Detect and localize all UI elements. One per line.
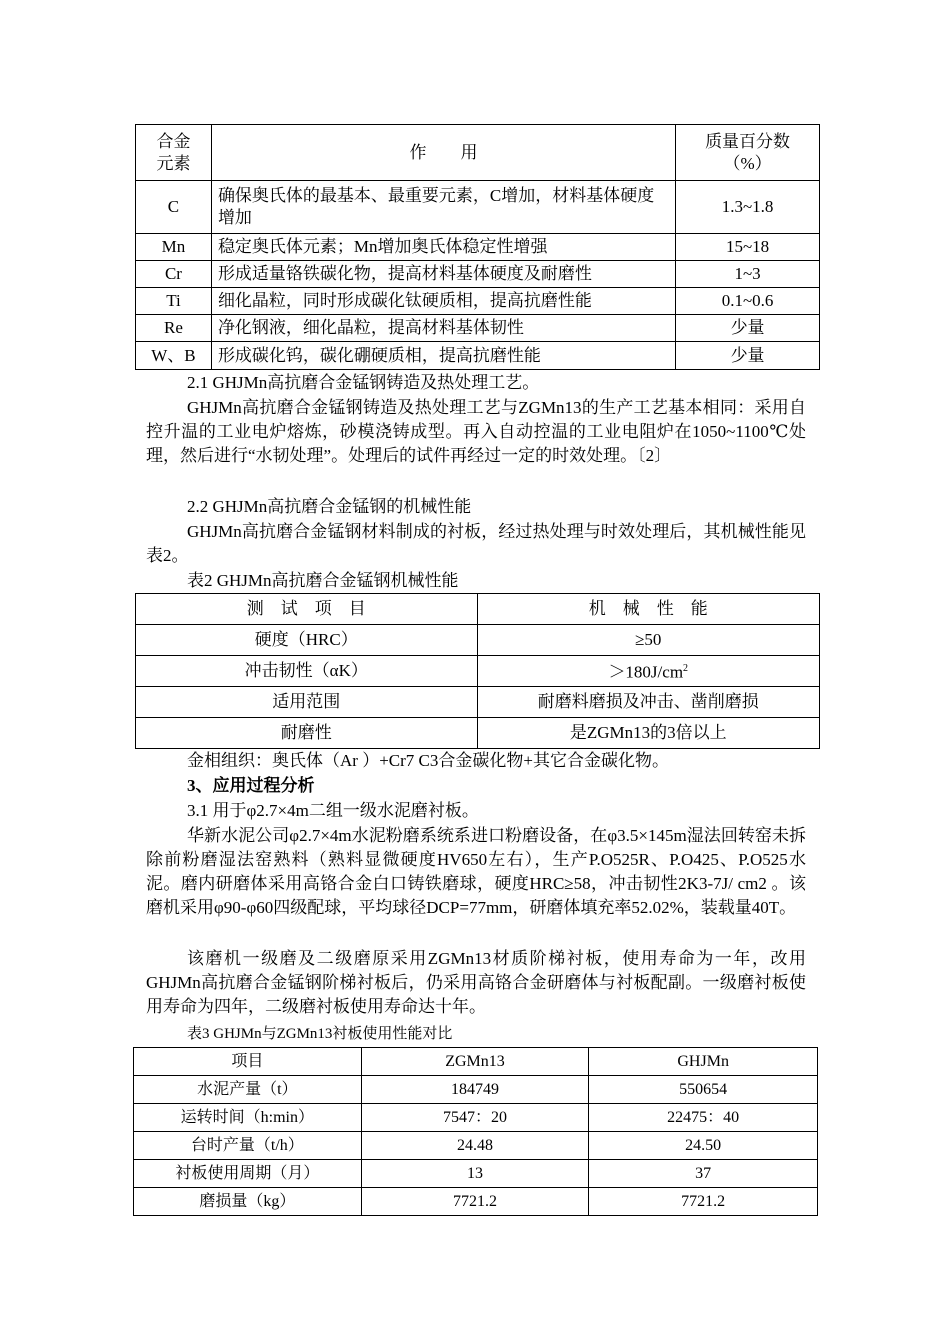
table-header-row <box>134 1048 818 1076</box>
table-cell: 净化钢液，细化晶粒，提高材料基体韧性 <box>211 315 675 342</box>
table-header-row <box>136 125 820 181</box>
header-cell: 项目 <box>134 1048 362 1076</box>
table-cell: 形成碳化钨，碳化硼硬质相，提高抗磨性能 <box>211 342 675 370</box>
table-row <box>136 687 820 718</box>
header-cell: 测 试 项 目 <box>136 594 478 625</box>
table-cell: 184749 <box>361 1076 589 1104</box>
table-row <box>136 718 820 749</box>
table-cell: 1.3~1.8 <box>676 181 820 234</box>
section-2-2-paragraph: GHJMn高抗磨合金锰钢材料制成的衬板，经过热处理与时效处理后，其机械性能见表2。 <box>146 522 806 565</box>
section-2-1-heading: 2.1 GHJMn高抗磨合金锰钢铸造及热处理工艺。 <box>187 373 540 392</box>
table-cell: 少量 <box>676 342 820 370</box>
header-cell: 质量百分数 （%） <box>676 125 820 181</box>
table-cell: C <box>136 181 212 234</box>
metallography-text: 金相组织：奥氏体（Ar ）+Cr7 C3合金碳化物+其它合金碳化物。 <box>187 751 669 770</box>
table-row <box>134 1188 818 1216</box>
table-cell: 少量 <box>676 315 820 342</box>
table-cell: 37 <box>589 1160 818 1188</box>
table-cell: 稳定奥氏体元素；Mn增加奥氏体稳定性增强 <box>211 234 675 261</box>
table-row <box>136 625 820 656</box>
table-cell: 1~3 <box>676 261 820 288</box>
table-row <box>136 656 820 687</box>
unit-superscript: 2 <box>683 663 689 675</box>
table-cell: 24.50 <box>589 1132 818 1160</box>
liner-comparison-table <box>133 1047 818 1216</box>
table-cell: 适用范围 <box>136 687 478 718</box>
table-cell: ≥50 <box>477 625 820 656</box>
mechanical-properties-table <box>135 593 820 749</box>
table-cell: Ti <box>136 288 212 315</box>
table-cell: Cr <box>136 261 212 288</box>
section-2-2-heading: 2.2 GHJMn高抗磨合金锰钢的机械性能 <box>187 497 472 516</box>
table-cell: 运转时间（h:min） <box>134 1104 362 1132</box>
header-cell: 作 用 <box>211 125 675 181</box>
table-cell: 耐磨性 <box>136 718 478 749</box>
table-row <box>136 342 820 370</box>
table-cell: 7547：20 <box>361 1104 589 1132</box>
table-cell: 冲击韧性（αK） <box>136 656 478 687</box>
table-cell: 形成适量铬铁碳化物，提高材料基体硬度及耐磨性 <box>211 261 675 288</box>
table-cell: 7721.2 <box>589 1188 818 1216</box>
table-cell: 24.48 <box>361 1132 589 1160</box>
table-cell: 耐磨料磨损及冲击、凿削磨损 <box>477 687 820 718</box>
section-3-heading: 3、应用过程分析 <box>187 776 315 795</box>
table-cell: 磨损量（kg） <box>134 1188 362 1216</box>
header-cell: 合金 元素 <box>136 125 212 181</box>
section-3-1-paragraph-2: 该磨机一级磨及二级磨原采用ZGMn13材质阶梯衬板，使用寿命为一年，改用GHJMn高抗磨合金锰钢阶梯衬板后，仍采用高铬合金研磨体与衬板配副。一级磨衬板使用寿命为四年，二级磨衬板使用寿命达十年。 <box>146 949 806 1016</box>
table-row <box>134 1132 818 1160</box>
table-row <box>136 315 820 342</box>
table-cell: 细化晶粒，同时形成碳化钛硬质相，提高抗磨性能 <box>211 288 675 315</box>
impact-value: ＞180J/cm <box>608 662 684 682</box>
table-cell: 13 <box>361 1160 589 1188</box>
table-cell: 台时产量（t/h） <box>134 1132 362 1160</box>
section-3-1-paragraph-1: 华新水泥公司φ2.7×4m水泥粉磨系统系进口粉磨设备，在φ3.5×145m湿法回转窑未拆除前粉磨湿法窑熟料（熟料显微硬度HV650左右），生产P.O525R、P.O425、P.O525水泥。磨内研磨体采用高铬合金白口铸铁磨球，硬度HRC≥58，冲击韧性2K3-7J/ cm2 。该磨机采用φ90-φ60四级配球，平均球径DCP=77mm，研磨体填充率52.02%，装载量40T。 <box>146 826 806 917</box>
header-cell: ZGMn13 <box>361 1048 589 1076</box>
table-cell: Mn <box>136 234 212 261</box>
table-cell: 0.1~0.6 <box>676 288 820 315</box>
table2-caption: 表2 GHJMn高抗磨合金锰钢机械性能 <box>187 571 459 590</box>
section-3-1-heading: 3.1 用于φ2.7×4m二组一级水泥磨衬板。 <box>187 801 479 820</box>
section-2-1-paragraph: GHJMn高抗磨合金锰钢铸造及热处理工艺与ZGMn13的生产工艺基本相同：采用自控升温的工业电炉熔炼，砂模浇铸成型。再入自动控温的工业电阻炉在1050~1100℃处理，然后进行“水韧处理”。处理后的试件再经过一定的时效处理。〔2〕 <box>146 398 806 465</box>
table-cell: 衬板使用周期（月） <box>134 1160 362 1188</box>
table3-caption: 表3 GHJMn与ZGMn13衬板使用性能对比 <box>187 1026 453 1042</box>
table-row <box>134 1076 818 1104</box>
table-cell: Re <box>136 315 212 342</box>
header-cell: GHJMn <box>589 1048 818 1076</box>
table-row <box>136 234 820 261</box>
table-cell <box>477 656 820 687</box>
table-cell: W、B <box>136 342 212 370</box>
header-cell: 机 械 性 能 <box>477 594 820 625</box>
table-cell: 确保奥氏体的最基本、最重要元素，C增加，材料基体硬度增加 <box>211 181 675 234</box>
table-row <box>134 1104 818 1132</box>
table-cell: 550654 <box>589 1076 818 1104</box>
table-cell: 硬度（HRC） <box>136 625 478 656</box>
table-row <box>136 288 820 315</box>
table-row <box>136 261 820 288</box>
table-cell: 是ZGMn13的3倍以上 <box>477 718 820 749</box>
alloy-elements-table <box>135 124 820 370</box>
table-cell: 7721.2 <box>361 1188 589 1216</box>
table-cell: 水泥产量（t） <box>134 1076 362 1104</box>
table-cell: 15~18 <box>676 234 820 261</box>
table-cell: 22475：40 <box>589 1104 818 1132</box>
table-row <box>136 181 820 234</box>
table-row <box>134 1160 818 1188</box>
table-header-row <box>136 594 820 625</box>
